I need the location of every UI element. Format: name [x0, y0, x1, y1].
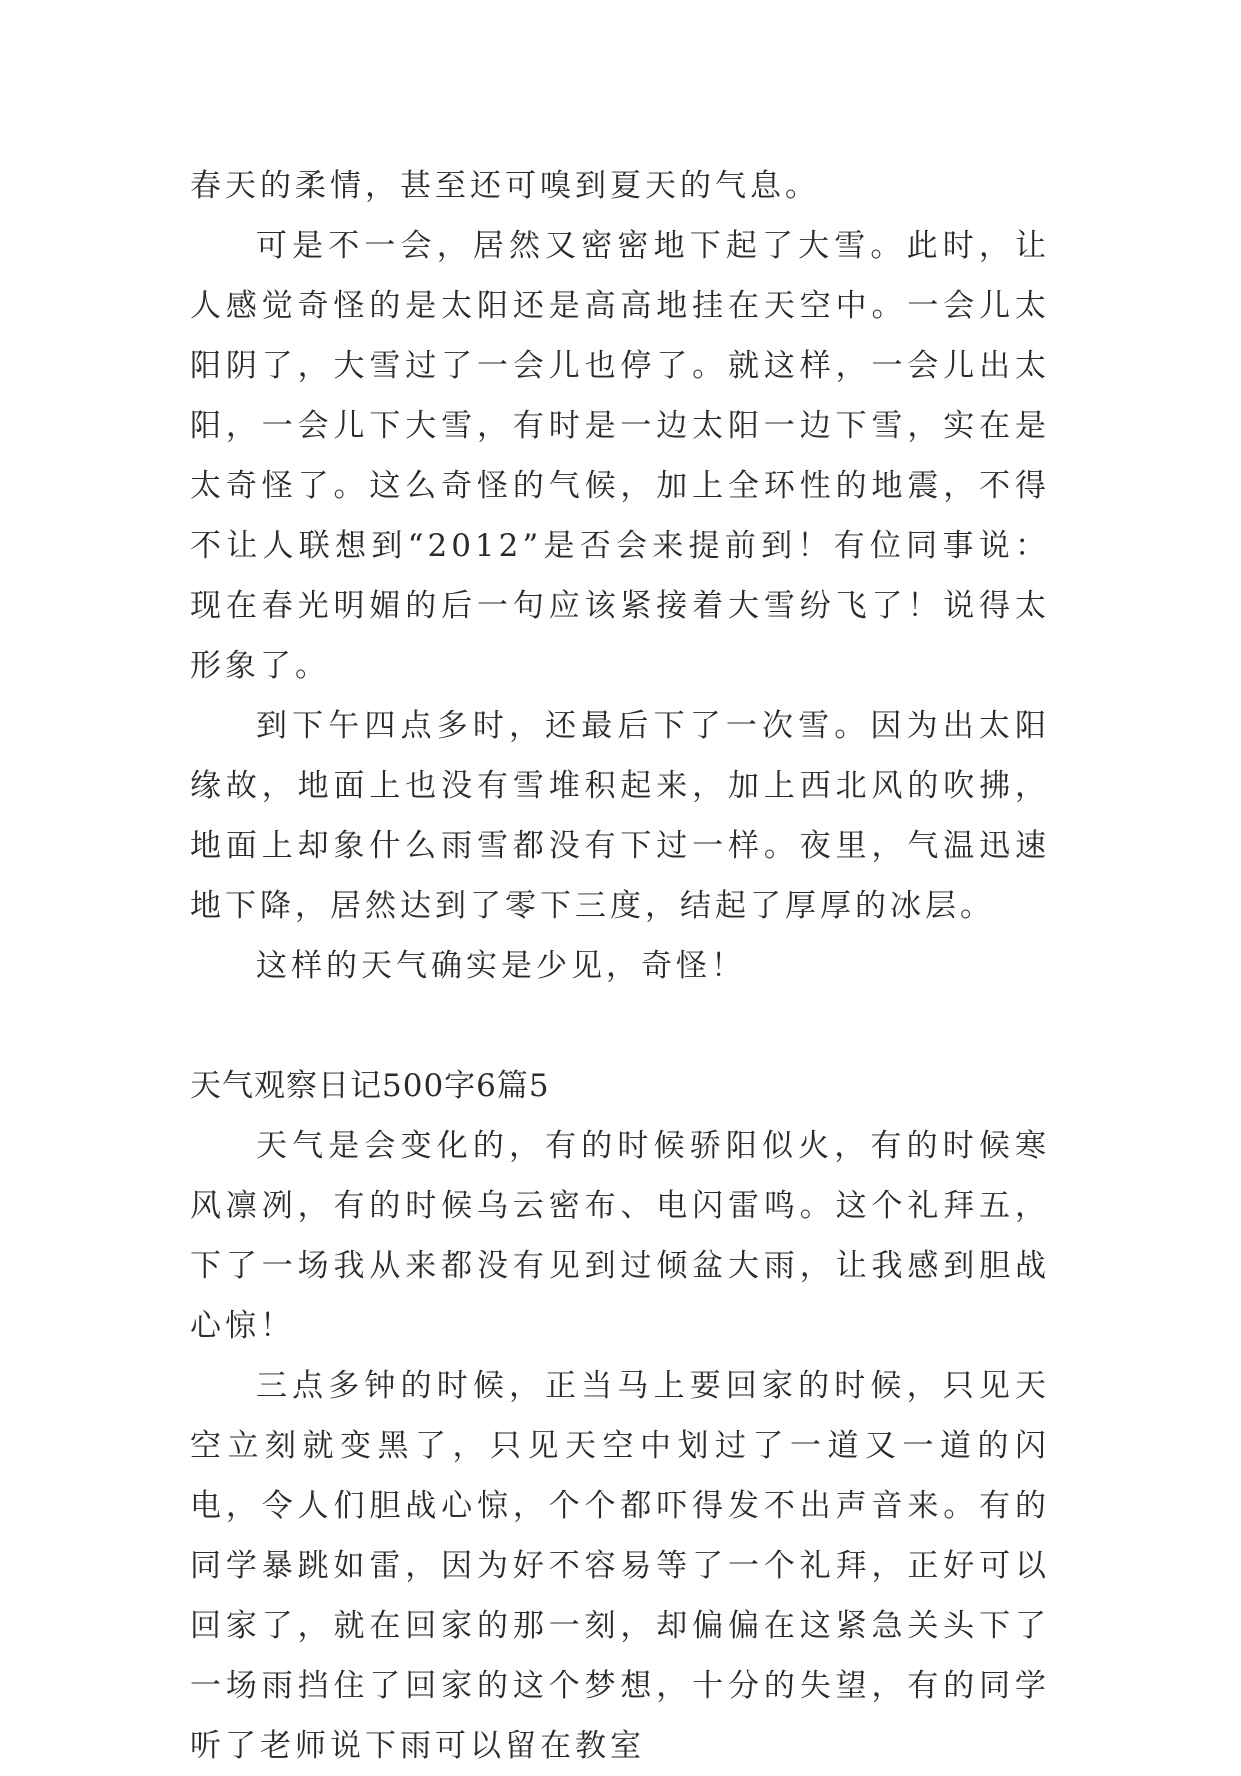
section-spacer — [190, 996, 1050, 1056]
paragraph-afternoon: 到下午四点多时，还最后下了一次雪。因为出太阳缘故，地面上也没有雪堆积起来，加上西北风的吹拂，地面上却象什么雨雪都没有下过一样。夜里，气温迅速地下降，居然达到了零下三度，结起了厚厚的冰层。 — [190, 708, 1050, 924]
paragraph-heavy-snow: 可是不一会，居然又密密地下起了大雪。此时，让人感觉奇怪的是太阳还是高高地挂在天空中。一会儿太阳阴了，大雪过了一会儿也停了。就这样，一会儿出太阳，一会儿下大雪，有时是一边太阳一边下雪，实在是太奇怪了。这么奇怪的气候，加上全环性的地震，不得不让人联想到“2012”是否会来提前到！有位同事说：现在春光明媚的后一句应该紧接着大雪纷飞了！说得太形象了。 — [190, 228, 1050, 684]
document-body — [190, 156, 1050, 1776]
section-heading: 天气观察日记500字6篇5 — [190, 1068, 550, 1104]
paragraph-continued: 春天的柔情，甚至还可嗅到夏天的气息。 — [190, 168, 820, 204]
paragraph-conclusion: 这样的天气确实是少见，奇怪！ — [256, 948, 746, 984]
paragraph-weather-changes: 天气是会变化的，有的时候骄阳似火，有的时候寒风凛冽，有的时候乌云密布、电闪雷鸣。这个礼拜五，下了一场我从来都没有见到过倾盆大雨，让我感到胆战心惊！ — [190, 1128, 1050, 1344]
paragraph-three-oclock: 三点多钟的时候，正当马上要回家的时候，只见天空立刻就变黑了，只见天空中划过了一道又一道的闪电，令人们胆战心惊，个个都吓得发不出声音来。有的同学暴跳如雷，因为好不容易等了一个礼拜，正好可以回家了，就在回家的那一刻，却偏偏在这紧急关头下了一场雨挡住了回家的这个梦想，十分的失望，有的同学听了老师说下雨可以留在教室 — [190, 1368, 1050, 1764]
